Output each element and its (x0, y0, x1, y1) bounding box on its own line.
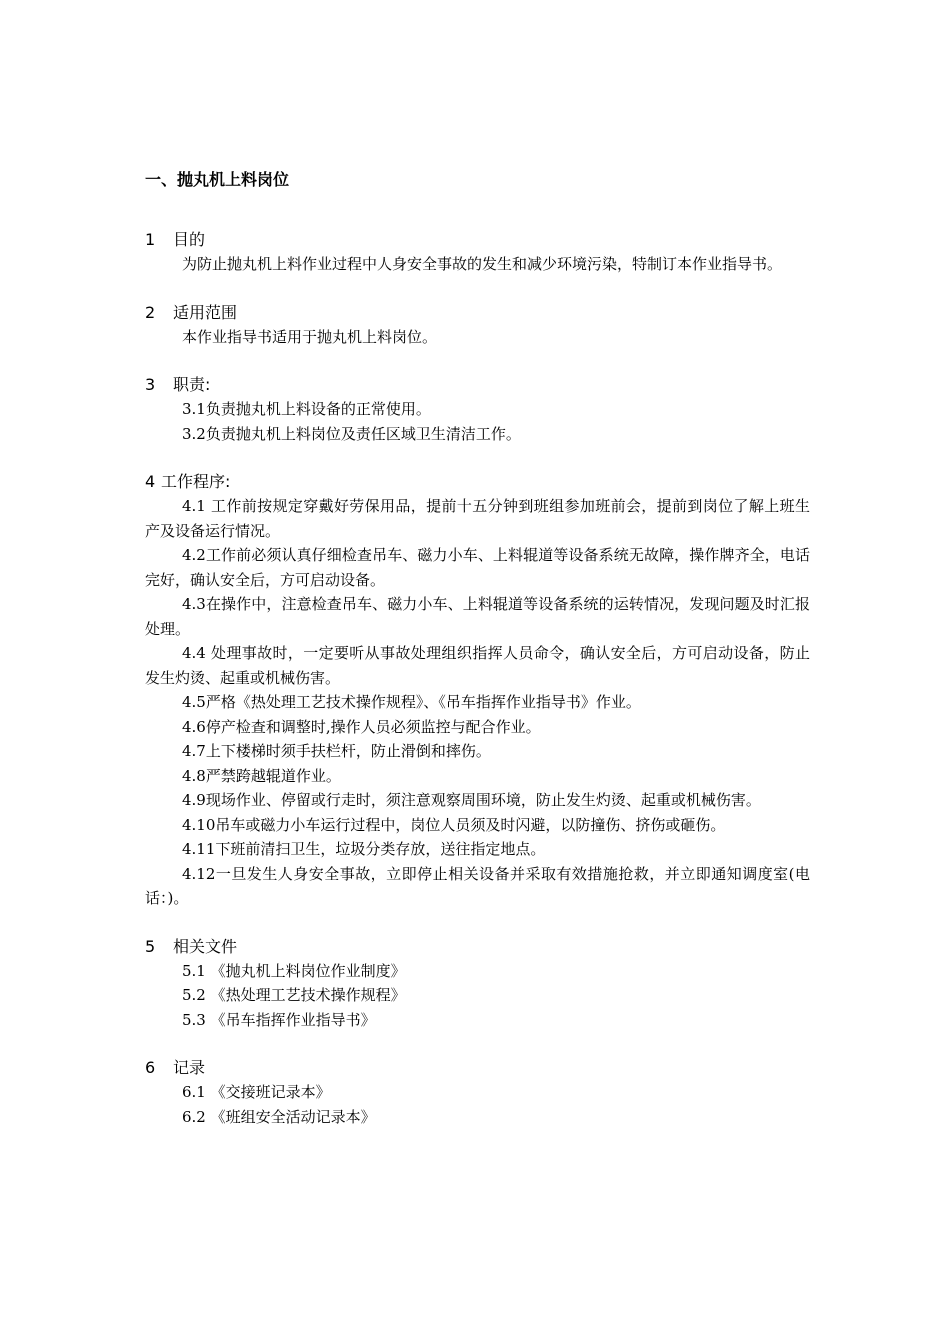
section-number: 3 (145, 375, 156, 394)
list-item: 5.1 《抛丸机上料岗位作业制度》 (182, 961, 406, 980)
list-item: 4.2工作前必须认真仔细检查吊车、磁力小车、上料辊道等设备系统无故障，操作牌齐全，电话完好，确认安全后，方可启动设备。 (145, 546, 810, 589)
list-item: 3.2负责抛丸机上料岗位及责任区域卫生清洁工作。 (182, 424, 521, 443)
section-heading (145, 373, 810, 397)
list-item: 4.1 工作前按规定穿戴好劳保用品，提前十五分钟到班组参加班前会，提前到岗位了解上班生产及设备运行情况。 (145, 497, 810, 540)
section-purpose (145, 228, 810, 277)
list-item: 3.1负责抛丸机上料设备的正常使用。 (182, 400, 431, 418)
section-heading (145, 935, 810, 959)
section-number: 4 (145, 472, 156, 491)
section-heading (145, 301, 810, 325)
section-number: 2 (145, 302, 156, 322)
list-item: 4.4 处理事故时，一定要听从事故处理组织指挥人员命令，确认安全后，方可启动设备，防止发生灼烫、起重或机械伤害。 (145, 644, 810, 687)
list-item: 4.7上下楼梯时须手扶栏杆，防止滑倒和摔伤。 (182, 742, 491, 760)
section-title: 记录 (173, 1058, 206, 1077)
section-body: 本作业指导书适用于抛丸机上料岗位。 (182, 327, 438, 346)
document-title: 一、抛丸机上料岗位 (145, 170, 290, 189)
list-item: 6.2 《班组安全活动记录本》 (182, 1107, 376, 1126)
section-scope (145, 301, 810, 350)
list-item: 4.10吊车或磁力小车运行过程中，岗位人员须及时闪避，以防撞伤、挤伤或砸伤。 (182, 815, 726, 834)
section-number: 6 (145, 1058, 156, 1077)
section-number: 1 (145, 230, 156, 249)
section-responsibilities (145, 373, 810, 446)
section-records (145, 1056, 810, 1129)
document-page (145, 168, 810, 1153)
section-procedure (145, 470, 810, 911)
section-heading (145, 470, 810, 494)
list-item: 4.6停产检查和调整时,操作人员必须监控与配合作业。 (182, 717, 541, 736)
section-heading (145, 1056, 810, 1080)
list-item: 4.9现场作业、停留或行走时，须注意观察周围环境，防止发生灼烫、起重或机械伤害。 (182, 791, 761, 809)
list-item: 4.8严禁跨越辊道作业。 (182, 766, 341, 785)
list-item: 4.11下班前清扫卫生，垃圾分类存放，送往指定地点。 (182, 840, 546, 858)
list-item: 5.2 《热处理工艺技术操作规程》 (182, 986, 406, 1004)
list-item: 4.12一旦发生人身安全事故，立即停止相关设备并采取有效措施抢救，并立即通知调度室(电话：)。 (145, 864, 810, 907)
list-item: 5.3 《吊车指挥作业指导书》 (182, 1010, 376, 1029)
section-number: 5 (145, 936, 156, 956)
section-title: 适用范围 (173, 302, 238, 322)
section-body: 为防止抛丸机上料作业过程中人身安全事故的发生和减少环境污染，特制订本作业指导书。 (182, 255, 783, 273)
section-related-documents (145, 935, 810, 1033)
list-item: 4.5严格《热处理工艺技术操作规程》、《吊车指挥作业指导书》作业。 (182, 693, 641, 711)
list-item: 4.3在操作中，注意检查吊车、磁力小车、上料辊道等设备系统的运转情况，发现问题及时汇报处理。 (145, 595, 810, 638)
section-title: 相关文件 (173, 936, 238, 956)
section-heading (145, 228, 810, 252)
section-title: 职责: (173, 375, 211, 394)
section-title: 目的 (173, 230, 206, 249)
section-title: 工作程序: (161, 472, 231, 491)
list-item: 6.1 《交接班记录本》 (182, 1083, 331, 1101)
